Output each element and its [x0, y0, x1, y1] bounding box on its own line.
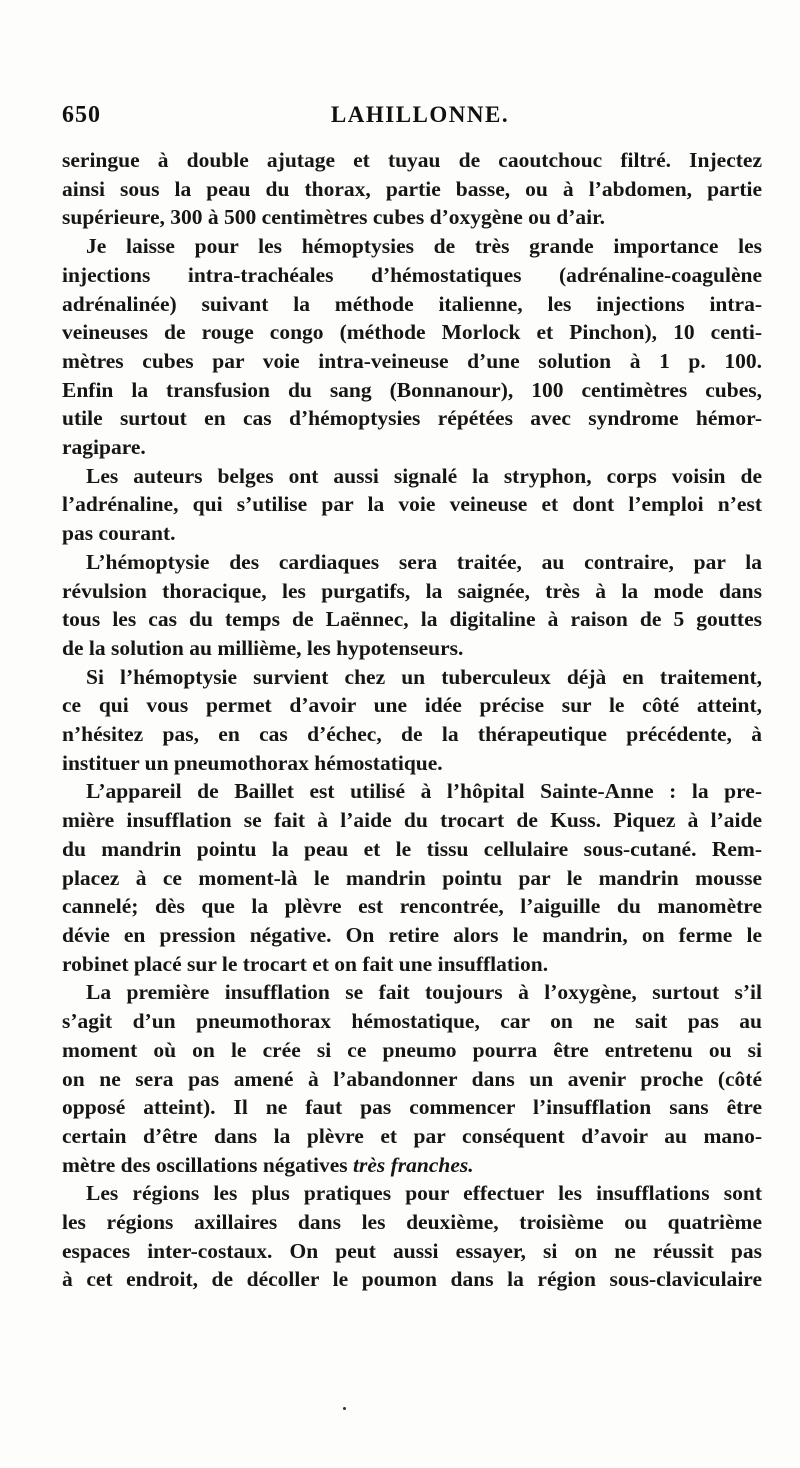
text-line: Les auteurs belges ont aussi signalé la stryphon, corps voisin de: [86, 463, 762, 488]
text-line: ainsi sous la peau du thorax, partie basse, ou à l’abdomen, partie: [62, 176, 762, 201]
text-line: utile surtout en cas d’hémoptysies répétées avec syndrome hémor-: [62, 406, 762, 431]
paragraph: [62, 777, 762, 978]
text-line: Je laisse pour les hémoptysies de très grande importance les: [86, 234, 762, 259]
text-line: de la solution au millième, les hypotenseurs.: [62, 635, 464, 660]
text-line: injections intra-trachéales d’hémostatiques (adrénaline-coagulène: [62, 262, 762, 287]
scan-speck: [343, 1407, 346, 1410]
text-line: placez à ce moment-là le mandrin pointu par le mandrin mousse: [62, 865, 762, 890]
text-line: robinet placé sur le trocart et on fait une insufflation.: [62, 951, 549, 976]
emphasis-text: très franches.: [353, 1152, 474, 1177]
text-line: Si l’hémoptysie survient chez un tuberculeux déjà en traitement,: [86, 664, 762, 689]
page-header: [62, 100, 738, 140]
paragraph: [62, 1179, 762, 1294]
paragraph: [62, 462, 762, 548]
text-line: certain d’être dans la plèvre et par conséquent d’avoir au mano-: [62, 1123, 762, 1148]
text-line: Les régions les plus pratiques pour effectuer les insufflations sont: [86, 1181, 762, 1206]
body-text: [62, 146, 762, 1294]
text-line: moment où on le crée si ce pneumo pourra être entretenu ou si: [62, 1037, 762, 1062]
text-line: on ne sera pas amené à l’abandonner dans un avenir proche (côté: [62, 1066, 762, 1091]
text-line: à cet endroit, de décoller le poumon dans la région sous-claviculaire: [62, 1267, 762, 1292]
page-number: 650: [62, 102, 101, 128]
text-line: dévie en pression négative. On retire alors le mandrin, on ferme le: [62, 922, 762, 947]
text-line: L’appareil de Baillet est utilisé à l’hôpital Sainte-Anne : la pre-: [86, 779, 762, 804]
text-line: seringue à double ajutage et tuyau de caoutchouc filtré. Injectez: [62, 148, 762, 172]
text-line: supérieure, 300 à 500 centimètres cubes d’oxygène ou d’air.: [62, 205, 606, 230]
text-line: n’hésitez pas, en cas d’échec, de la thérapeutique précédente, à: [62, 722, 762, 747]
text-line: instituer un pneumothorax hémostatique.: [62, 750, 443, 775]
paragraph: [62, 548, 762, 663]
text-line: Enfin la transfusion du sang (Bonnanour), 100 centimètres cubes,: [62, 377, 762, 402]
text-line: adrénalinée) suivant la méthode italienne, les injections intra-: [62, 291, 762, 316]
text-line: mière insufflation se fait à l’aide du trocart de Kuss. Piquez à l’aide: [62, 808, 762, 833]
text-line: veineuses de rouge congo (méthode Morlock et Pinchon), 10 centi-: [62, 320, 762, 345]
running-head: LAHILLONNE.: [330, 102, 510, 127]
text-line: ragipare.: [62, 435, 146, 460]
text-line: L’hémoptysie des cardiaques sera traitée, au contraire, par la: [86, 549, 762, 574]
paragraph: [62, 663, 762, 778]
text-line: La première insufflation se fait toujours à l’oxygène, surtout s’il: [86, 980, 762, 1005]
text-line: ce qui vous permet d’avoir une idée précise sur le côté atteint,: [62, 693, 762, 718]
paragraph: [62, 232, 762, 462]
text-line: tous les cas du temps de Laënnec, la digitaline à raison de 5 gouttes: [62, 607, 762, 632]
text-line: espaces inter-costaux. On peut aussi essayer, si on ne réussit pas: [62, 1238, 762, 1263]
paragraph: [62, 978, 762, 1179]
text-line: pas courant.: [62, 521, 176, 546]
text-line: s’agit d’un pneumothorax hémostatique, car on ne sait pas au: [62, 1009, 762, 1034]
paragraph: [62, 146, 762, 232]
text-line: les régions axillaires dans les deuxième, troisième ou quatrième: [62, 1210, 762, 1235]
text-line: opposé atteint). Il ne faut pas commencer l’insufflation sans être: [62, 1095, 762, 1120]
text-line: révulsion thoracique, les purgatifs, la saignée, très à la mode dans: [62, 578, 762, 603]
text-line: mètres cubes par voie intra-veineuse d’une solution à 1 p. 100.: [62, 348, 762, 373]
text-span: mètre des oscillations négatives: [62, 1152, 354, 1177]
text-line: cannelé; dès que la plèvre est rencontrée, l’aiguille du manomètre: [62, 894, 762, 919]
text-line: [62, 1151, 762, 1180]
text-line: du mandrin pointu la peau et le tissu cellulaire sous-cutané. Rem-: [62, 836, 762, 861]
text-line: l’adrénaline, qui s’utilise par la voie veineuse et dont l’emploi n’est: [62, 492, 762, 517]
